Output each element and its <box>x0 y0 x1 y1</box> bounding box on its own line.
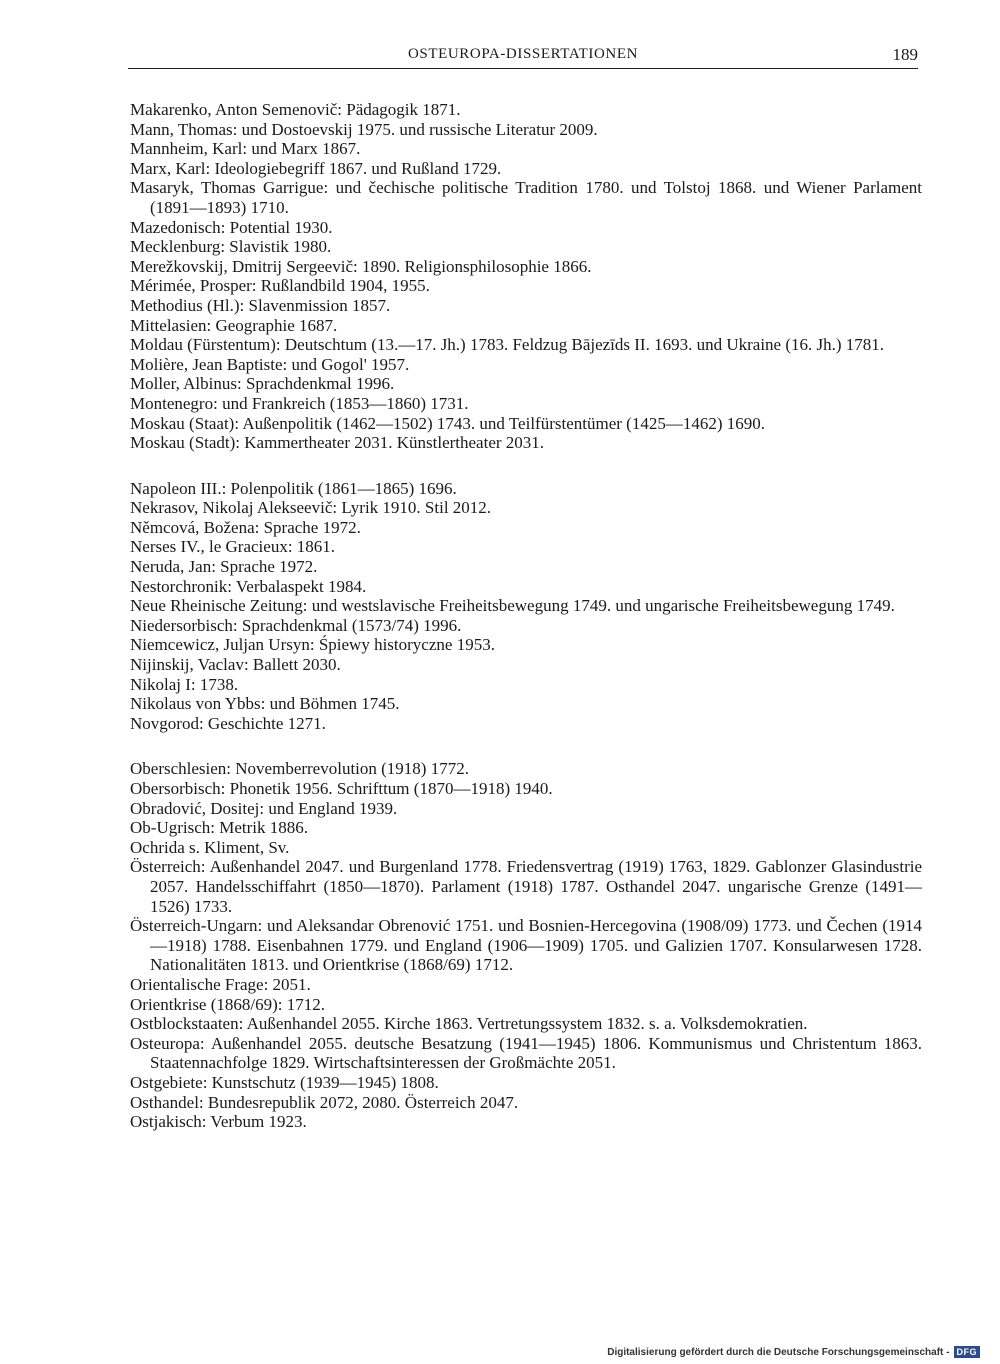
index-entry: Österreich: Außenhandel 2047. und Burgenland 1778. Friedensvertrag (1919) 1763, 1829. Gablonzer Glasindustrie 2057. Handelsschiffahrt (1850—1870). Parlament (1918) 1787. Osthandel 2047. ungarische Grenze (1491—1526) 1733. <box>130 857 922 916</box>
index-entry: Nikolaus von Ybbs: und Böhmen 1745. <box>130 694 400 714</box>
index-entry: Nerses IV., le Gracieux: 1861. <box>130 537 336 557</box>
index-entry: Osteuropa: Außenhandel 2055. deutsche Besatzung (1941—1945) 1806. Kommunismus und Christentum 1863. Staatennachfolge 1829. Wirtschaftsinteressen der Großmächte 2051. <box>130 1033 922 1073</box>
index-entry: Mérimée, Prosper: Rußlandbild 1904, 1955. <box>130 276 430 296</box>
index-entry: Ochrida s. Kliment, Sv. <box>130 837 290 857</box>
index-entry: Ostjakisch: Verbum 1923. <box>130 1112 307 1132</box>
dfg-logo: DFG <box>954 1346 981 1358</box>
index-entry: Orientkrise (1868/69): 1712. <box>130 994 325 1014</box>
index-entry: Neue Rheinische Zeitung: und westslavische Freiheitsbewegung 1749. und ungarische Freiheitsbewegung 1749. <box>130 596 895 616</box>
index-entry: Niedersorbisch: Sprachdenkmal (1573/74) 1996. <box>130 615 462 635</box>
credit-text: Digitalisierung gefördert durch die Deutsche Forschungsgemeinschaft - <box>607 1346 950 1358</box>
index-entry: Němcová, Božena: Sprache 1972. <box>130 517 361 537</box>
index-entry: Methodius (Hl.): Slavenmission 1857. <box>130 295 391 315</box>
index-entry: Moller, Albinus: Sprachdenkmal 1996. <box>130 374 395 394</box>
index-entry: Ostblockstaaten: Außenhandel 2055. Kirche 1863. Vertretungssystem 1832. s. a. Volksdemokratien. <box>130 1014 808 1034</box>
index-entry: Mann, Thomas: und Dostoevskij 1975. und russische Literatur 2009. <box>130 119 598 139</box>
index-entry: Mecklenburg: Slavistik 1980. <box>130 237 332 257</box>
index-entry: Napoleon III.: Polenpolitik (1861—1865) 1696. <box>130 478 457 498</box>
index-entry: Neruda, Jan: Sprache 1972. <box>130 557 318 577</box>
index-entries <box>130 100 922 1132</box>
index-entry: Ob-Ugrisch: Metrik 1886. <box>130 818 309 838</box>
index-entry: Niemcewicz, Juljan Ursyn: Śpiewy historyczne 1953. <box>130 635 495 655</box>
index-entry: Obersorbisch: Phonetik 1956. Schrifttum (1870—1918) 1940. <box>130 779 553 798</box>
index-entry: Makarenko, Anton Semenovič: Pädagogik 1871. <box>130 100 461 119</box>
index-entry: Mittelasien: Geographie 1687. <box>130 315 338 335</box>
running-title: OSTEUROPA-DISSERTATIONEN <box>407 46 639 62</box>
index-entry: Moskau (Staat): Außenpolitik (1462—1502) 1743. und Teilfürstentümer (1425—1462) 1690. <box>130 413 765 433</box>
index-entry: Novgorod: Geschichte 1271. <box>130 713 326 733</box>
index-entry: Mazedonisch: Potential 1930. <box>130 217 333 237</box>
index-entry: Nijinskij, Vaclav: Ballett 2030. <box>130 655 341 675</box>
running-header <box>128 44 918 69</box>
index-entry: Mannheim, Karl: und Marx 1867. <box>130 139 361 159</box>
index-entry: Osthandel: Bundesrepublik 2072, 2080. Österreich 2047. <box>130 1092 519 1112</box>
index-entry: Moldau (Fürstentum): Deutschtum (13.—17. Jh.) 1783. Feldzug Bājezīds II. 1693. und Ukraine (16. Jh.) 1781. <box>130 335 885 355</box>
index-entry: Moskau (Stadt): Kammertheater 2031. Künstlertheater 2031. <box>130 433 545 453</box>
index-entry: Masaryk, Thomas Garrigue: und čechische politische Tradition 1780. und Tolstoj 1868. und Wiener Parlament (1891—1893) 1710. <box>130 178 922 217</box>
index-entry: Merežkovskij, Dmitrij Sergeevič: 1890. Religionsphilosophie 1866. <box>130 256 592 276</box>
index-entry: Nekrasov, Nikolaj Alekseevič: Lyrik 1910. Stil 2012. <box>130 498 492 518</box>
index-entry: Molière, Jean Baptiste: und Gogol' 1957. <box>130 354 410 374</box>
index-entry: Marx, Karl: Ideologiebegriff 1867. und Rußland 1729. <box>130 158 502 178</box>
index-entry: Ostgebiete: Kunstschutz (1939—1945) 1808. <box>130 1072 439 1092</box>
index-entry: Nestorchronik: Verbalaspekt 1984. <box>130 576 367 596</box>
index-entry: Nikolaj I: 1738. <box>130 674 239 694</box>
index-entry: Montenegro: und Frankreich (1853—1860) 1731. <box>130 393 469 413</box>
digitization-credit <box>607 1346 980 1358</box>
index-entry: Obradović, Dositej: und England 1939. <box>130 798 398 818</box>
index-entry: Oberschlesien: Novemberrevolution (1918) 1772. <box>130 759 469 779</box>
page-number: 189 <box>892 45 918 64</box>
index-entry: Österreich-Ungarn: und Aleksandar Obrenović 1751. und Bosnien-Hercegovina (1908/09) 1773. und Čechen (1914—1918) 1788. Eisenbahnen 1779. und England (1906—1909) 1705. und Galizien 1707. Konsularwesen 1728. Nationalitäten 1813. und Orientkrise (1868/69) 1712. <box>130 916 922 975</box>
index-entry: Orientalische Frage: 2051. <box>130 974 311 994</box>
